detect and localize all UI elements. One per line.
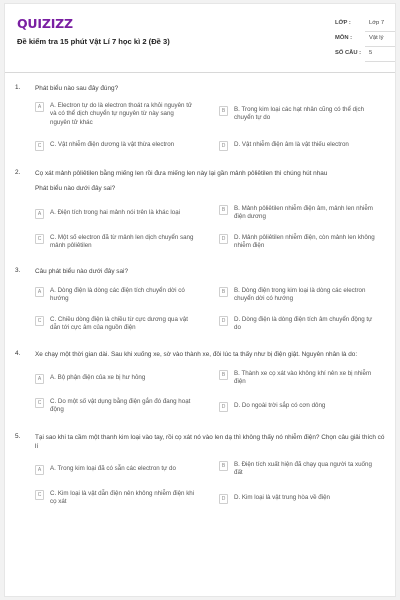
option-letter-box: A — [35, 209, 44, 219]
option-letter-box: A — [35, 102, 44, 112]
question-number: 5. — [15, 433, 21, 440]
option-text: C. Kim loại là vật dẫn điện nên không nhiễm điện khi cọ xát — [50, 490, 195, 506]
option-letter-box: B — [219, 370, 228, 380]
meta-label: MÔN : — [335, 35, 353, 41]
meta-value: 5 — [369, 50, 373, 56]
option-text: B. Điện tích xuất hiện đã chạy qua người ta xuống đất — [234, 461, 372, 477]
option-text: A. Trong kim loại đã có sẵn các electron tự do — [50, 465, 176, 472]
worksheet-title: Đề kiểm tra 15 phút Vật Lí 7 học kì 2 (Đề 3) — [17, 37, 170, 46]
question-text: Cọ xát mảnh pôliêtilen bằng miếng len rồi đưa miếng len này lại gần mảnh pôliêtilen thì chúng hút nhau — [35, 170, 328, 177]
question-text: Câu phát biểu nào dưới đây sai? — [35, 268, 129, 275]
meta-row-subject — [335, 33, 396, 48]
meta-row-count — [335, 48, 396, 63]
option-letter-box: C — [35, 490, 44, 500]
option-letter-box: C — [35, 141, 44, 151]
meta-value: Lớp 7 — [369, 20, 385, 26]
question-number: 3. — [15, 267, 21, 274]
worksheet-meta — [335, 18, 396, 63]
option-text: D. Vật nhiễm điện âm là vật thiếu electron — [234, 141, 349, 148]
option-text: B. Mảnh pôliêtilen nhiễm điện âm, mảnh len nhiễm điện dương — [234, 205, 373, 221]
quizizz-logo: QUIZIZZ — [17, 16, 73, 31]
option-text: D. Mảnh pôliêtilen nhiễm điện, còn mảnh len không nhiễm điện — [234, 234, 375, 250]
option-text: D. Do ngoài trời sắp có cơn dông — [234, 402, 326, 409]
option-text: B. Thành xe cọ xát vào không khí nên xe bị nhiễm điện — [234, 370, 372, 386]
header-divider — [5, 72, 396, 73]
option-letter-box: A — [35, 287, 44, 297]
worksheet-page — [4, 3, 396, 597]
question-subtext: Phát biểu nào dưới đây sai? — [35, 185, 116, 192]
question-text: Phát biểu nào sau đây đúng? — [35, 85, 119, 92]
option-text: A. Bộ phận điện của xe bị hư hỏng — [50, 374, 146, 381]
question-text: Xe chạy một thời gian dài. Sau khi xuống xe, sờ vào thành xe, đôi lúc ta thấy như bị điện giật. Nguyên nhân là do: — [35, 351, 358, 358]
option-letter-box: B — [219, 205, 228, 215]
option-letter-box: D — [219, 402, 228, 412]
meta-underline — [365, 31, 396, 32]
option-text: A. Electron tự do là electron thoát ra khỏi nguyên tử và có thể dịch chuyển tự nguyên từ này sang nguyên tử khác — [50, 102, 193, 126]
option-text: C. Vật nhiễm điện dương là vật thừa electron — [50, 141, 175, 148]
option-letter-box: C — [35, 398, 44, 408]
option-text: D. Kim loại là vật trung hòa về điện — [234, 494, 330, 501]
option-text: C. Chiều dòng điện là chiều từ cực dương qua vật dẫn tới cực âm của nguồn điện — [50, 316, 188, 332]
meta-value: Vật lý — [369, 35, 384, 41]
meta-label: LỚP : — [335, 20, 351, 26]
option-letter-box: A — [35, 374, 44, 384]
question-text: Tại sao khi ta cầm một thanh kim loại vào tay, rồi cọ xát nó vào len dạ thì không thấy nó nhiễm điện? Chọn câu giải thích có lí — [35, 434, 385, 450]
option-letter-box: D — [219, 316, 228, 326]
option-text: A. Dòng điện là dòng các điện tích chuyển dời có hướng — [50, 287, 185, 303]
option-text: C. Một số electron đã từ mảnh len dịch chuyển sang mảnh pôliêtilen — [50, 234, 194, 250]
option-text: B. Dòng điện trong kim loại là dòng các electron chuyển dời có hướng — [234, 287, 366, 303]
option-letter-box: B — [219, 287, 228, 297]
option-letter-box: C — [35, 316, 44, 326]
meta-underline — [365, 46, 396, 47]
option-text: C. Do một số vật dụng bằng điện gắn đó đang hoạt động — [50, 398, 191, 414]
option-letter-box: D — [219, 494, 228, 504]
option-letter-box: B — [219, 106, 228, 116]
option-letter-box: D — [219, 141, 228, 151]
meta-label: SỐ CÂU : — [335, 50, 362, 56]
option-text: A. Điện tích trong hai mảnh nói trên là khác loại — [50, 209, 181, 216]
option-letter-box: B — [219, 461, 228, 471]
question-number: 2. — [15, 169, 21, 176]
question-number: 4. — [15, 350, 21, 357]
worksheet-header — [5, 4, 396, 72]
option-letter-box: A — [35, 465, 44, 475]
option-text: B. Trong kim loại các hạt nhân cũng có thể dịch chuyển tự do — [234, 106, 365, 122]
option-letter-box: C — [35, 234, 44, 244]
question-number: 1. — [15, 84, 21, 91]
option-letter-box: D — [219, 234, 228, 244]
option-text: D. Dòng điện là dòng điện tích âm chuyển động tự do — [234, 316, 373, 332]
meta-underline — [365, 61, 396, 62]
meta-row-class — [335, 18, 396, 33]
